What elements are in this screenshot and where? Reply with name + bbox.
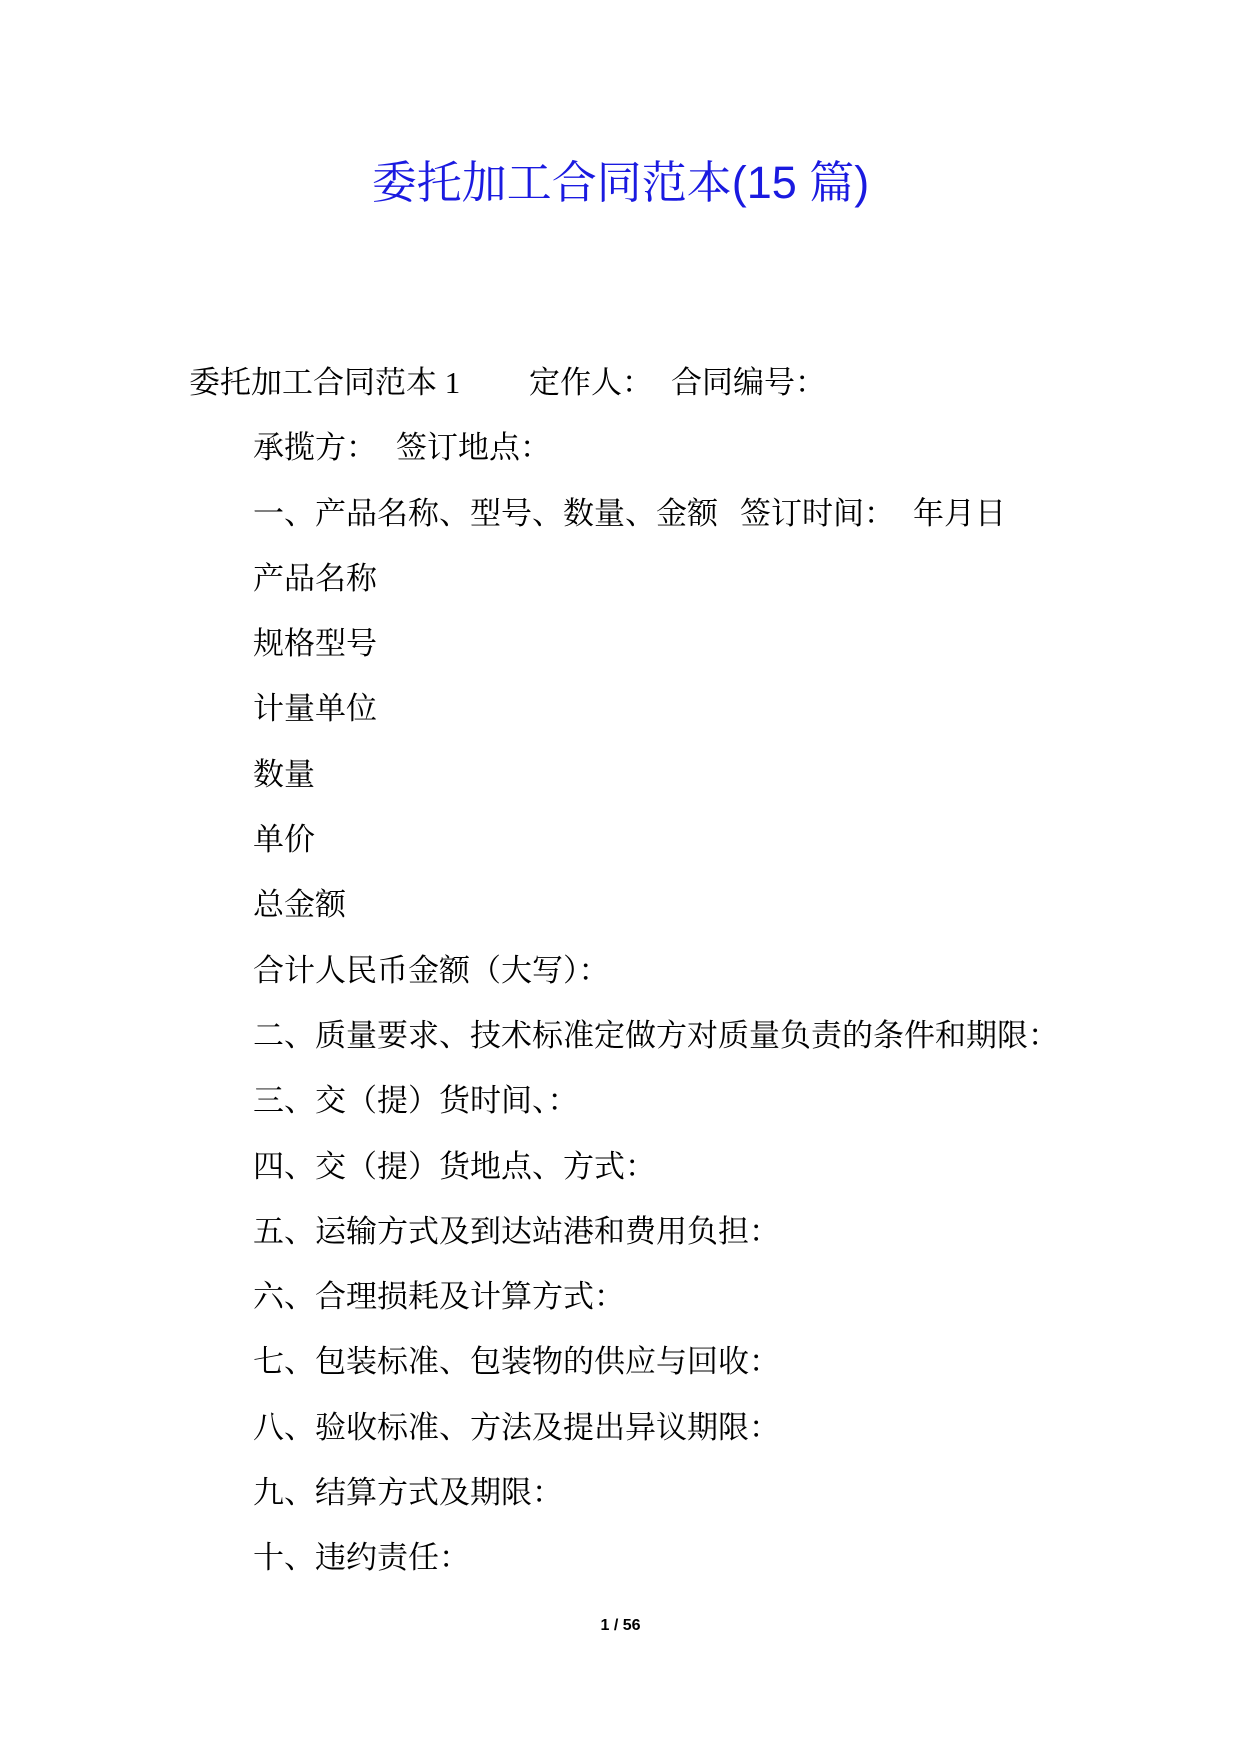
product-clause-heading: 一、产品名称、型号、数量、金额 — [253, 495, 718, 531]
document-body — [0, 350, 1241, 1591]
clause-9 — [0, 1460, 1241, 1525]
unit-price-line — [0, 807, 1241, 872]
header-line — [0, 350, 1241, 415]
line-text: 规格型号 — [253, 626, 377, 662]
sign-time-label: 签订时间： — [740, 495, 895, 531]
spec-model-line — [0, 611, 1241, 676]
line-text: 数量 — [253, 756, 315, 792]
clause-text: 七、包装标准、包装物的供应与回收： — [253, 1344, 780, 1380]
clause-4 — [0, 1134, 1241, 1199]
page-number: 1 / 56 — [600, 1617, 641, 1634]
clause-text: 十、违约责任： — [253, 1540, 470, 1576]
clause-10 — [0, 1525, 1241, 1590]
clause-6 — [0, 1264, 1241, 1329]
unit-line — [0, 676, 1241, 741]
clause-text: 六、合理损耗及计算方式： — [253, 1279, 625, 1315]
line-text: 计量单位 — [253, 691, 377, 727]
clause-2 — [0, 1003, 1241, 1068]
clause-7 — [0, 1329, 1241, 1394]
total-rmb-line — [0, 938, 1241, 1003]
clause-text: 九、结算方式及期限： — [253, 1475, 563, 1511]
clause-text: 三、交（提）货时间、： — [253, 1083, 579, 1119]
clause-8 — [0, 1395, 1241, 1460]
orderer-label: 定作人： — [529, 365, 653, 400]
section-heading: 委托加工合同范本 1 — [189, 365, 461, 400]
clause-text: 二、质量要求、技术标准定做方对质量负责的条件和期限： — [253, 1017, 1059, 1053]
contractor-label: 承揽方： — [253, 430, 377, 466]
quantity-line — [0, 742, 1241, 807]
page-title: 委托加工合同范本(15 篇) — [371, 157, 870, 208]
line-text: 单价 — [253, 822, 315, 858]
clause-text: 五、运输方式及到达站港和费用负担： — [253, 1213, 780, 1249]
product-name-line — [0, 546, 1241, 611]
clause-text: 四、交（提）货地点、方式： — [253, 1148, 656, 1184]
line-text: 产品名称 — [253, 560, 377, 596]
sign-place-label: 签订地点： — [396, 430, 551, 466]
clause-text: 八、验收标准、方法及提出异议期限： — [253, 1409, 780, 1445]
clause-5 — [0, 1199, 1241, 1264]
line-text: 总金额 — [253, 887, 346, 923]
line-text: 合计人民币金额（大写）： — [253, 952, 610, 988]
contract-number-label: 合同编号： — [671, 365, 826, 400]
total-amount-line — [0, 872, 1241, 937]
contractor-line — [0, 415, 1241, 480]
date-label: 年月日 — [913, 495, 1006, 531]
clause-3 — [0, 1068, 1241, 1133]
product-line — [0, 481, 1241, 546]
